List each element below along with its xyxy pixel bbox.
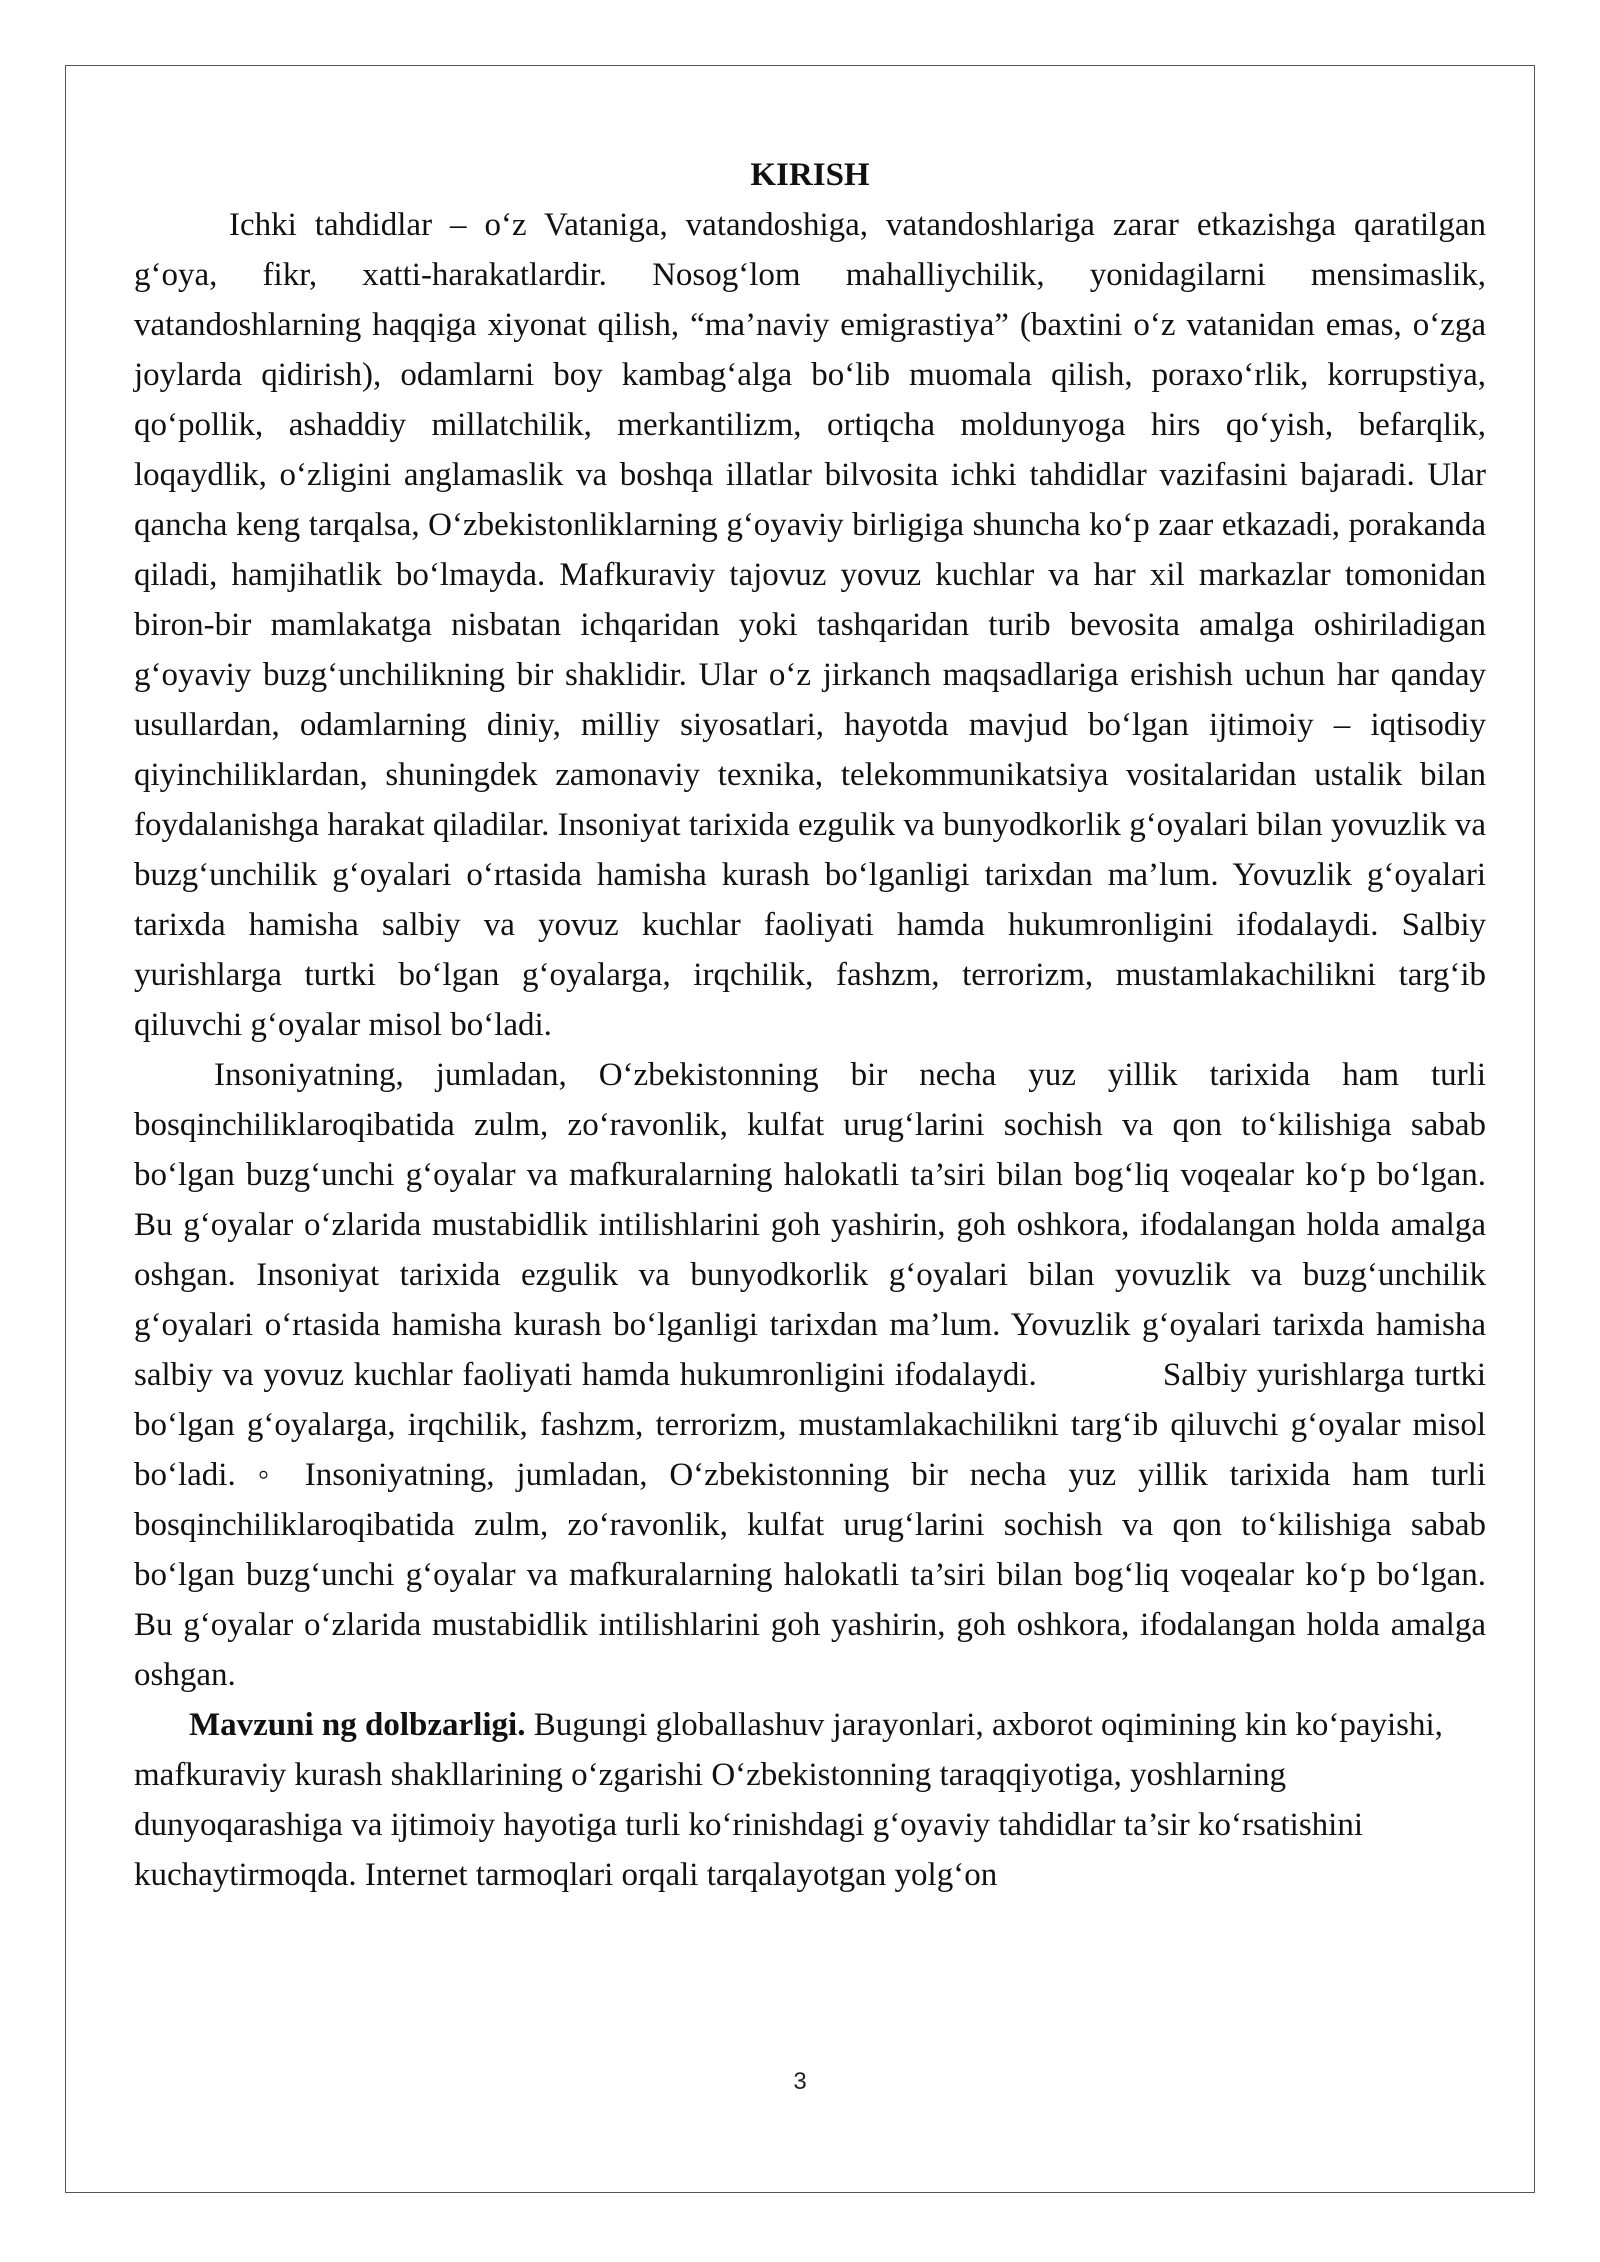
paragraph-internal-threats: Ichki tahdidlar – o‘z Vataniga, vatandoshiga, vatandoshlariga zarar etkazishga qaratilgan g‘oya, fikr, xatti-harakatlardir. Nosog‘lom mahalliychilik, yonidagilarni mensimaslik, vatandoshlarning haqqiga xiyonat qilish, “ma’naviy emigrastiya” (baxtini o‘z vatanidan emas, o‘zga joylarda qidirish), odamlarni boy kambag‘alga bo‘lib muomala qilish, poraxo‘rlik, korrupstiya, qo‘pollik, ashaddiy millatchilik, merkantilizm, ortiqcha moldunyoga hirs qo‘yish, befarqlik, loqaydlik, o‘zligini anglamaslik va boshqa illatlar bilvosita ichki tahdidlar vazifasini bajaradi. Ular qancha keng tarqalsa, O‘zbekistonliklarning g‘oyaviy birligiga shuncha ko‘p zaar etkazadi, porakanda qiladi, hamjihatlik bo‘lmayda. Mafkuraviy tajovuz yovuz kuchlar va har xil markazlar tomonidan biron-bir mamlakatga nisbatan ichqaridan yoki tashqaridan turib bevosita amalga oshiriladigan g‘oyaviy buzg‘unchilikning bir shaklidir. Ular o‘z jirkanch maqsadlariga erishish uchun har qanday usullardan, odamlarning diniy, milliy siyosatlari, hayotda mavjud bo‘lgan ijtimoiy – iqtisodiy qiyinchiliklardan, shuningdek zamonaviy texnika, telekommunikatsiya vositalaridan ustalik bilan foydalanishga harakat qiladilar. Insoniyat tarixida ezgulik va bunyodkorlik g‘oyalari bilan yovuzlik va buzg‘unchilik g‘oyalari o‘rtasida hamisha kurash bo‘lganligi tarixdan ma’lum. Yovuzlik g‘oyalari tarixda hamisha salbiy va yovuz kuchlar faoliyati hamda hukumronligini ifodalaydi. Salbiy yurishlarga turtki bo‘lgan g‘oyalarga, irqchilik, fashzm, terrorizm, mustamlakachilikni targ‘ib qiluvchi g‘oyalar misol bo‘ladi. (134, 207, 1486, 1043)
page-title: KIRISH (750, 157, 870, 193)
page-number: 3 (793, 2068, 807, 2095)
relevance-body: Bugungi globallashuv jarayonlari, axborot oqimining kin ko‘payishi, mafkuraviy kurash shakllarining o‘zgarishi O‘zbekistonning taraqqiyotiga, yoshlarning dunyoqarashiga va ijtimoiy hayotiga turli ko‘rinishdagi g‘oyaviy tahdidlar ta’sir ko‘rsatishini kuchaytirmoqda. Internet tarmoqlari orqali tarqalayotgan yolg‘on (134, 1707, 1443, 1893)
document-body (134, 150, 1495, 1900)
paragraph-history: Insoniyatning, jumladan, O‘zbekistonning bir necha yuz yillik tarixida ham turli bosqinchiliklaroqibatida zulm, zo‘ravonlik, kulfat urug‘larini sochish va qon to‘kilishiga sabab bo‘lgan buzg‘unchi g‘oyalar va mafkuralarning halokatli ta’siri bilan bog‘liq voqealar ko‘p bo‘lgan. Bu g‘oyalar o‘zlarida mustabidlik intilishlarini goh yashirin, goh oshkora, ifodalangan holda amalga oshgan. Insoniyat tarixida ezgulik va bunyodkorlik g‘oyalari bilan yovuzlik va buzg‘unchilik g‘oyalari o‘rtasida hamisha kurash bo‘lganligi tarixdan ma’lum. Yovuzlik g‘oyalari tarixda hamisha salbiy va yovuz kuchlar faoliyati hamda hukumronligini ifodalaydi. Salbiy yurishlarga turtki bo‘lgan g‘oyalarga, irqchilik, fashzm, terrorizm, mustamlakachilikni targ‘ib qiluvchi g‘oyalar misol bo‘ladi. ◦ Insoniyatning, jumladan, O‘zbekistonning bir necha yuz yillik tarixida ham turli bosqinchiliklaroqibatida zulm, zo‘ravonlik, kulfat urug‘larini sochish va qon to‘kilishiga sabab bo‘lgan buzg‘unchi g‘oyalar va mafkuralarning halokatli ta’siri bilan bog‘liq voqealar ko‘p bo‘lgan. Bu g‘oyalar o‘zlarida mustabidlik intilishlarini goh yashirin, goh oshkora, ifodalangan holda amalga oshgan. (134, 1057, 1495, 1693)
relevance-heading: Mavzuni ng dolbzarligi. (189, 1707, 526, 1743)
paragraph-relevance (134, 1700, 1454, 1900)
